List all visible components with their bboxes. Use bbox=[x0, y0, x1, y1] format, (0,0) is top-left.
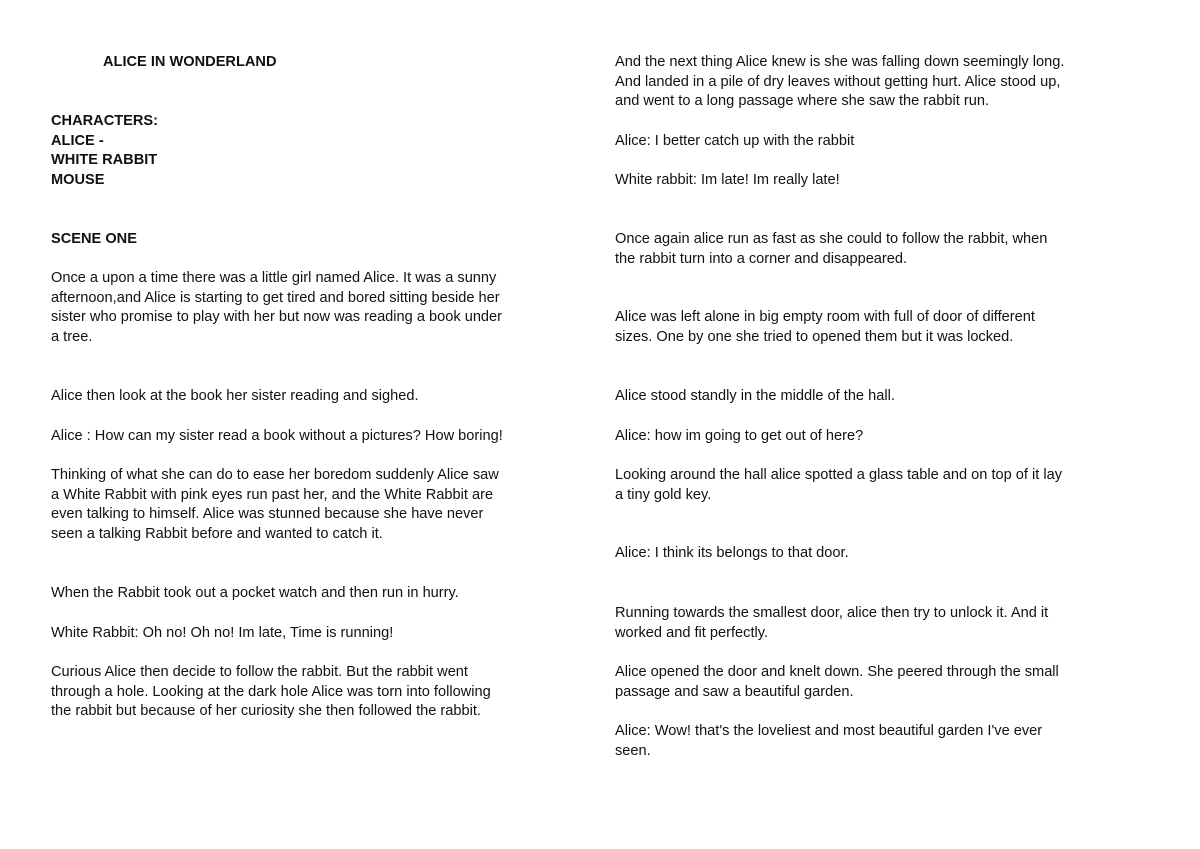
text-line: Alice was left alone in big empty room with full of door of different bbox=[615, 309, 1035, 325]
character-white-rabbit: WHITE RABBIT bbox=[51, 152, 158, 168]
character-alice: ALICE - bbox=[51, 133, 104, 149]
text-line: Alice then look at the book her sister reading and sighed. bbox=[51, 388, 419, 404]
text-line: worked and fit perfectly. bbox=[615, 625, 769, 641]
text-line: Thinking of what she can do to ease her boredom suddenly Alice saw bbox=[51, 467, 499, 483]
characters-heading: CHARACTERS: bbox=[51, 113, 159, 129]
text-line: seen. bbox=[615, 743, 651, 759]
text-line: When the Rabbit took out a pocket watch and then run in hurry. bbox=[51, 585, 459, 601]
document-title: ALICE IN WONDERLAND bbox=[103, 54, 277, 70]
text-line: the rabbit turn into a corner and disappeared. bbox=[615, 251, 908, 267]
text-line: a White Rabbit with pink eyes run past her, and the White Rabbit are bbox=[51, 487, 494, 503]
text-line: Alice: I better catch up with the rabbit bbox=[615, 133, 855, 149]
text-line: Once again alice run as fast as she could to follow the rabbit, when bbox=[615, 231, 1048, 247]
text-line: White Rabbit: Oh no! Oh no! Im late, Time is running! bbox=[51, 625, 394, 641]
text-line: Running towards the smallest door, alice then try to unlock it. And it bbox=[615, 605, 1049, 621]
text-line: sister who promise to play with her but now was reading a book under bbox=[51, 309, 503, 325]
text-line: seen a talking Rabbit before and wanted to catch it. bbox=[51, 526, 383, 542]
text-line: a tree. bbox=[51, 329, 93, 345]
text-line: Curious Alice then decide to follow the rabbit. But the rabbit went bbox=[51, 664, 468, 680]
text-line: Alice stood standly in the middle of the hall. bbox=[615, 388, 895, 404]
text-line: the rabbit but because of her curiosity she then followed the rabbit. bbox=[51, 703, 481, 719]
text-line: Once a upon a time there was a little girl named Alice. It was a sunny bbox=[51, 270, 497, 286]
text-line: White rabbit: Im late! Im really late! bbox=[615, 172, 840, 188]
text-line: sizes. One by one she tried to opened them but it was locked. bbox=[615, 329, 1014, 345]
text-line: And the next thing Alice knew is she was falling down seemingly long. bbox=[615, 54, 1065, 70]
text-line: passage and saw a beautiful garden. bbox=[615, 684, 854, 700]
text-line: and went to a long passage where she saw the rabbit run. bbox=[615, 93, 990, 109]
text-line: afternoon,and Alice is starting to get tired and bored sitting beside her bbox=[51, 290, 500, 306]
text-line: Alice: I think its belongs to that door. bbox=[615, 545, 849, 561]
text-line: even talking to himself. Alice was stunned because she have never bbox=[51, 506, 484, 522]
character-mouse: MOUSE bbox=[51, 172, 105, 188]
text-line: a tiny gold key. bbox=[615, 487, 712, 503]
text-line: Alice: Wow! that's the loveliest and most beautiful garden I've ever bbox=[615, 723, 1043, 739]
text-line: Alice opened the door and knelt down. She peered through the small bbox=[615, 664, 1059, 680]
text-line: Looking around the hall alice spotted a glass table and on top of it lay bbox=[615, 467, 1063, 483]
text-line: Alice: how im going to get out of here? bbox=[615, 428, 864, 444]
text-line: And landed in a pile of dry leaves without getting hurt. Alice stood up, bbox=[615, 74, 1061, 90]
scene-heading: SCENE ONE bbox=[51, 231, 137, 247]
text-line: through a hole. Looking at the dark hole Alice was torn into following bbox=[51, 684, 491, 700]
text-line: Alice : How can my sister read a book without a pictures? How boring! bbox=[51, 428, 503, 444]
